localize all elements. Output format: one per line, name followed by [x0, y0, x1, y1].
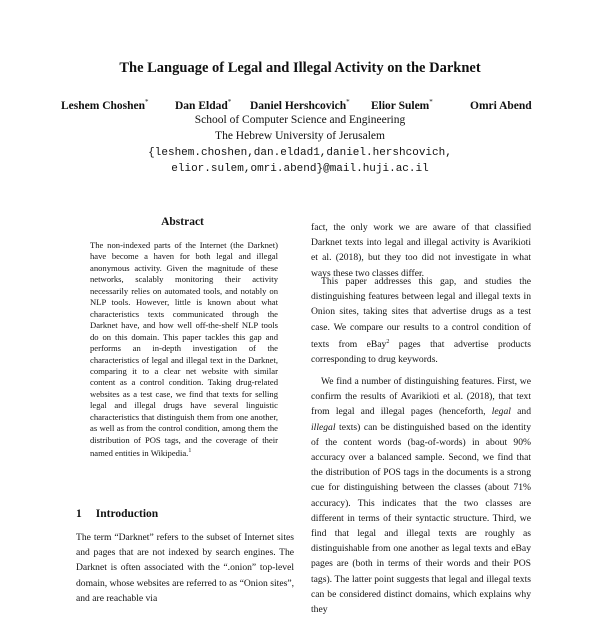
author-sulem: Elior Sulem* — [371, 98, 433, 112]
author-choshen: Leshem Choshen* — [61, 98, 149, 112]
affiliation-university: The Hebrew University of Jerusalem — [215, 130, 385, 142]
right-col-paragraph-1: fact, the only work we are aware of that classified Darknet texts into legal and illegal activity is Avarikioti et al. (2018), but they too did not investigate in what ways these two classes differ. — [311, 222, 531, 279]
footnote-marker: 1 — [188, 448, 192, 455]
author-abend: Omri Abend — [470, 99, 532, 112]
paper-title: The Language of Legal and Illegal Activity on the Darknet — [119, 60, 481, 76]
abstract-text: The non-indexed parts of the Internet (the Darknet) have become a haven for both legal and illegal anonymous activity. Given the magnitude of these networks, scalably monitoring their activity necessarily relies on automated tools, and notably on NLP tools. However, little is known about what characteristics texts communicated through the Darknet have, and how well off-the-shelf NLP tools do on this domain. This paper tackles this gap and performs an in-depth investigation of the characteristics of legal and illegal text in the Darknet, comparing it to a clear net website with similar content as a control condition. Taking drug-related websites as a test case, we find that texts for selling legal and illegal drugs have several linguistic characteristics that distinguish them from one another, as well as from the control condition, among them the distribution of POS tags, and the coverage of their named entities in Wikipedia.$^1$ — [90, 240, 278, 459]
affiliation-school: School of Computer Science and Engineering — [194, 114, 406, 126]
emails-line-2: elior.sulem,omri.abend}@mail.huji.ac.il — [171, 163, 429, 175]
emails-line-1: {leshem.choshen,dan.eldad1,daniel.hershcovich, — [148, 147, 452, 159]
author-hershcovich: Daniel Hershcovich* — [250, 98, 350, 112]
section-intro-heading: 1 Introduction — [76, 508, 159, 520]
author-eldad: Dan Eldad* — [175, 98, 232, 112]
intro-paragraph: The term “Darknet” refers to the subset of Internet sites and pages that are not indexed by search engines. The Darknet is often associated with the “.onion” top-level domain, whose websites are referred to as “Onion sites”, and are reachable via — [76, 532, 294, 604]
right-col-paragraph-3: We find a number of distinguishing features. First, we confirm the results of Avarikioti et al. (2018), that text from legal and illegal pages (henceforth, legal and illegal texts) can be distinguished based on the identity of the content words (bag-of-words) in about 90% accuracy over a balanced sample. Second, we find that the distribution of POS tags in the documents is a strong cue for distinguishing between the classes (about 71% accuracy). This indicates that the two classes are different in terms of their syntactic structure. Third, we find that legal and illegal texts are roughly as distinguishable from one another as legal texts and eBay pages are (both in terms of their words and their POS tags). The latter point suggests that legal and illegal texts can be considered distinct domains, which explains why they — [311, 376, 531, 616]
right-col-paragraph-2: This paper addresses this gap, and studies the distinguishing features between legal and illegal texts in Onion sites, taking sites that advertise drugs as a test case. We compare our results to a control condition of texts from eBay$^2$ pages that advertise products corresponding to drug keywords. — [311, 276, 531, 366]
abstract-heading: Abstract — [161, 216, 204, 228]
